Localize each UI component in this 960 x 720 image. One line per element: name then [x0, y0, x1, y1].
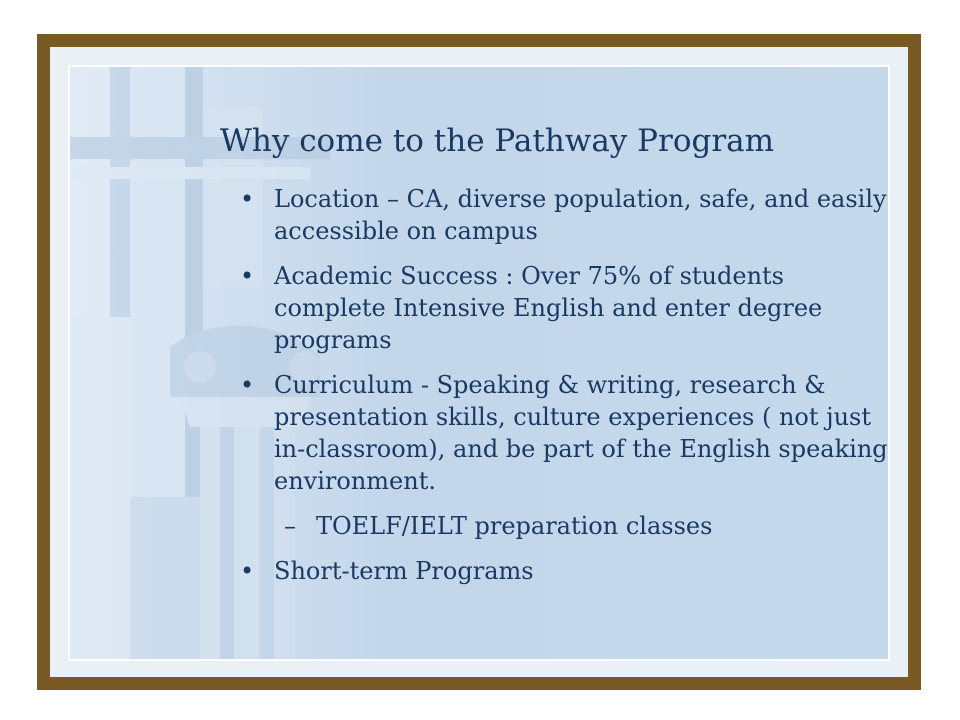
bullet-dot-icon: • [240, 262, 255, 290]
slide-title: Why come to the Pathway Program [220, 123, 775, 159]
bullet-dot-icon: • [240, 557, 255, 585]
bullet-item-curriculum [240, 369, 890, 497]
slide-frame [37, 34, 921, 690]
bullet-item-short-term [240, 555, 890, 587]
dash-icon: – [284, 512, 296, 540]
slide-inner-margin [50, 47, 908, 677]
sub-bullet-item-test-prep [240, 510, 890, 542]
bullet-text: Short-term Programs [274, 557, 534, 585]
bullet-text: Location – CA, diverse population, safe, and easily accessible on campus [274, 185, 887, 245]
bullet-dot-icon: • [240, 371, 255, 399]
bullet-text: Curriculum - Speaking & writing, research & presentation skills, culture experiences ( not just in-classroom), and be part of the English speaking environment. [274, 371, 888, 495]
bullet-list [240, 183, 890, 600]
bullet-dot-icon: • [240, 185, 255, 213]
bullet-item-academic-success [240, 260, 890, 356]
bullet-item-location [240, 183, 890, 247]
bullet-text: TOELF/IELT preparation classes [316, 512, 713, 540]
slide-content-panel [68, 65, 890, 661]
bullet-text: Academic Success : Over 75% of students complete Intensive English and enter degree programs [274, 262, 823, 354]
